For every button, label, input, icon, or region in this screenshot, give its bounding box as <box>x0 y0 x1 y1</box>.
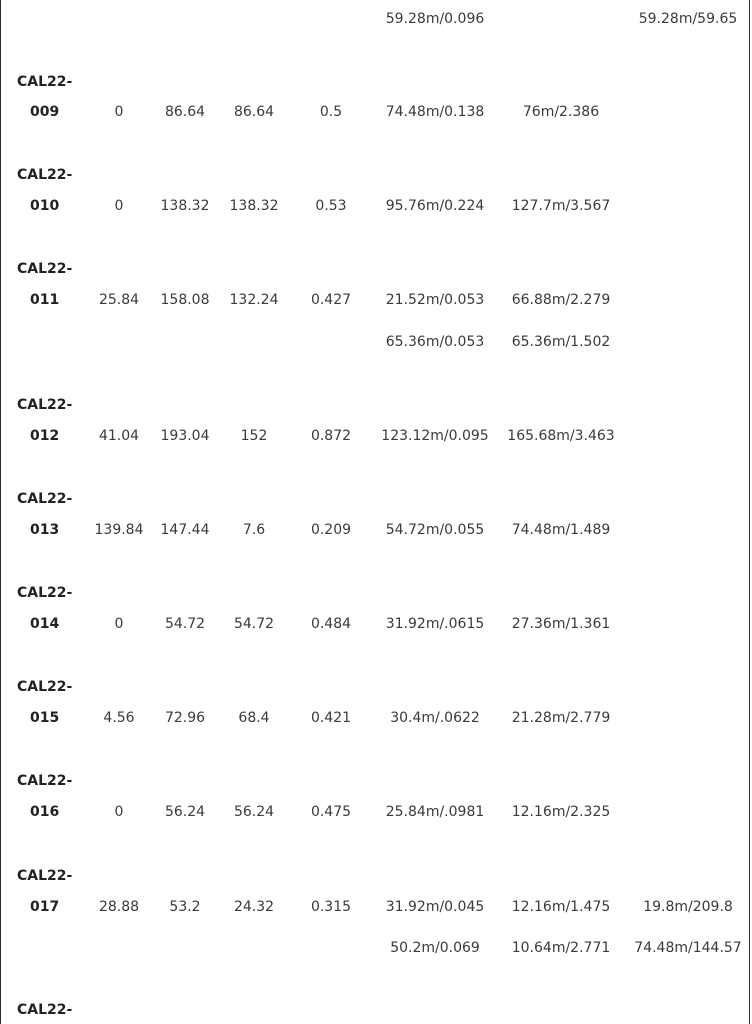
hole-number: 016 <box>30 804 60 820</box>
extra-cell: 59.28m/59.65 <box>638 11 738 27</box>
from-cell: 0 <box>114 104 124 120</box>
hole-prefix: CAL22- <box>17 491 73 507</box>
interval-cell: 31.92m/.0615 <box>385 616 485 632</box>
hole-prefix: CAL22- <box>17 1002 73 1018</box>
hole-prefix: CAL22- <box>17 167 73 183</box>
to-cell: 193.04 <box>160 428 210 444</box>
length-cell: 68.4 <box>238 710 270 726</box>
length-cell: 86.64 <box>233 104 275 120</box>
hole-prefix: CAL22- <box>17 261 73 277</box>
to-cell: 54.72 <box>164 616 206 632</box>
interval-cell: 95.76m/0.224 <box>385 198 485 214</box>
incl-cell: 66.88m/2.279 <box>511 292 611 308</box>
incl-cell: 74.48m/1.489 <box>511 522 611 538</box>
grade-cell: 0.484 <box>310 616 352 632</box>
from-cell: 4.56 <box>103 710 135 726</box>
grade-cell: 0.315 <box>310 899 352 915</box>
extra-cell: 19.8m/209.8 <box>643 899 733 915</box>
interval-cell: 54.72m/0.055 <box>385 522 485 538</box>
hole-prefix: CAL22- <box>17 397 73 413</box>
incl-cell: 12.16m/1.475 <box>511 899 611 915</box>
to-cell: 56.24 <box>164 804 206 820</box>
incl-cell: 10.64m/2.771 <box>511 940 611 956</box>
hole-number: 011 <box>30 292 60 308</box>
interval-cell: 30.4m/.0622 <box>390 710 480 726</box>
to-cell: 138.32 <box>160 198 210 214</box>
to-cell: 53.2 <box>169 899 201 915</box>
from-cell: 139.84 <box>94 522 144 538</box>
length-cell: 56.24 <box>233 804 275 820</box>
interval-cell: 59.28m/0.096 <box>385 11 485 27</box>
from-cell: 25.84 <box>98 292 140 308</box>
grade-cell: 0.53 <box>315 198 347 214</box>
length-cell: 24.32 <box>233 899 275 915</box>
hole-number: 014 <box>30 616 60 632</box>
to-cell: 72.96 <box>164 710 206 726</box>
from-cell: 0 <box>114 198 124 214</box>
hole-number: 017 <box>30 899 60 915</box>
grade-cell: 0.475 <box>310 804 352 820</box>
length-cell: 138.32 <box>229 198 279 214</box>
to-cell: 158.08 <box>160 292 210 308</box>
incl-cell: 127.7m/3.567 <box>511 198 611 214</box>
interval-cell: 21.52m/0.053 <box>385 292 485 308</box>
hole-number: 015 <box>30 710 60 726</box>
grade-cell: 0.5 <box>319 104 343 120</box>
grade-cell: 0.427 <box>310 292 352 308</box>
hole-prefix: CAL22- <box>17 679 73 695</box>
grade-cell: 0.421 <box>310 710 352 726</box>
interval-cell: 31.92m/0.045 <box>385 899 485 915</box>
length-cell: 152 <box>240 428 268 444</box>
to-cell: 147.44 <box>160 522 210 538</box>
hole-number: 010 <box>30 198 60 214</box>
incl-cell: 76m/2.386 <box>522 104 600 120</box>
interval-cell: 74.48m/0.138 <box>385 104 485 120</box>
grade-cell: 0.209 <box>310 522 352 538</box>
from-cell: 0 <box>114 616 124 632</box>
hole-prefix: CAL22- <box>17 773 73 789</box>
to-cell: 86.64 <box>164 104 206 120</box>
interval-cell: 25.84m/.0981 <box>385 804 485 820</box>
incl-cell: 165.68m/3.463 <box>507 428 615 444</box>
from-cell: 41.04 <box>98 428 140 444</box>
hole-number: 012 <box>30 428 60 444</box>
from-cell: 28.88 <box>98 899 140 915</box>
from-cell: 0 <box>114 804 124 820</box>
extra-cell: 74.48m/144.57 <box>634 940 742 956</box>
hole-number: 013 <box>30 522 60 538</box>
hole-prefix: CAL22- <box>17 868 73 884</box>
interval-cell: 50.2m/0.069 <box>390 940 480 956</box>
incl-cell: 27.36m/1.361 <box>511 616 611 632</box>
incl-cell: 12.16m/2.325 <box>511 804 611 820</box>
hole-number: 009 <box>30 104 60 120</box>
interval-cell: 65.36m/0.053 <box>385 334 485 350</box>
incl-cell: 65.36m/1.502 <box>511 334 611 350</box>
hole-prefix: CAL22- <box>17 74 73 90</box>
grade-cell: 0.872 <box>310 428 352 444</box>
length-cell: 7.6 <box>242 522 266 538</box>
length-cell: 54.72 <box>233 616 275 632</box>
incl-cell: 21.28m/2.779 <box>511 710 611 726</box>
interval-cell: 123.12m/0.095 <box>381 428 489 444</box>
hole-prefix: CAL22- <box>17 585 73 601</box>
length-cell: 132.24 <box>229 292 279 308</box>
